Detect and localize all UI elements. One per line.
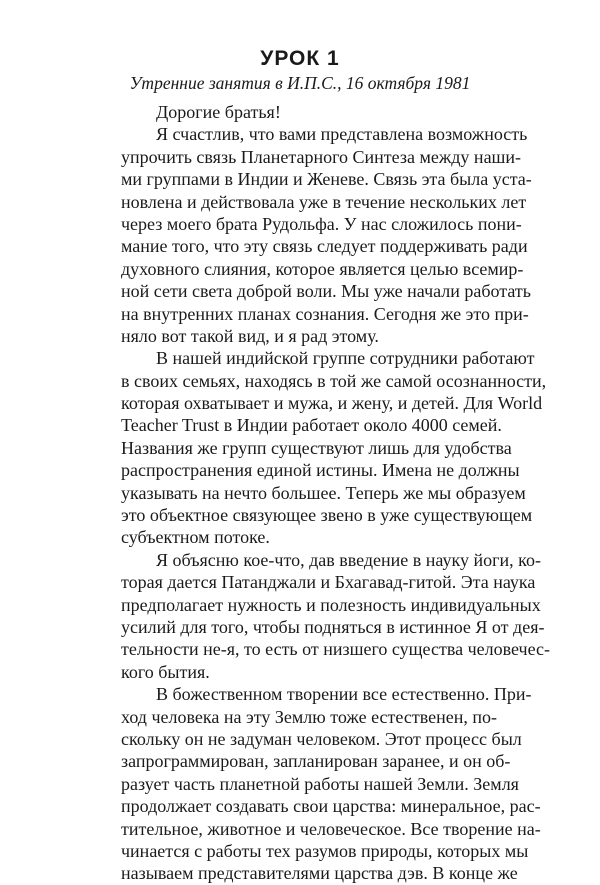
text-line: ход человека на эту Землю тоже естественен, по-	[121, 706, 497, 727]
text-line: разует часть планетной работы нашей Земли. Земля	[121, 773, 519, 794]
text-line: торая дается Патанджали и Бхагавад-гитой. Эта наука	[121, 572, 536, 593]
text-line: чинается с работы тех разумов природы, которых мы	[121, 840, 529, 861]
text-line: называем представителями царства дэв. В конце же	[121, 863, 518, 884]
text-line: Я счастлив, что вами представлена возможность	[156, 124, 528, 145]
text-line: В нашей индийской группе сотрудники работают	[156, 348, 535, 369]
text-line: Teacher Trust в Индии работает около 4000 семей.	[121, 415, 502, 436]
text-line: субъектном потоке.	[121, 527, 270, 548]
lesson-title: УРОК 1	[260, 47, 340, 70]
text-line: распространения единой истины. Имена не должны	[121, 460, 520, 481]
text-line: Названия же групп существуют лишь для удобства	[121, 437, 512, 458]
text-line: ми группами в Индии и Женеве. Связь эта была уста-	[121, 169, 532, 190]
text-line: на внутренних планах сознания. Сегодня же это при-	[121, 303, 529, 324]
text-line: упрочить связь Планетарного Синтеза между наши-	[121, 146, 522, 167]
text-line: В божественном творении все естественно. При-	[156, 684, 532, 705]
text-line: новлена и действовала уже в течение нескольких лет	[121, 191, 527, 212]
text-line: это объектное связующее звено в уже существующем	[121, 505, 533, 526]
text-line: запрограммирован, запланирован заранее, и он об-	[121, 751, 511, 772]
text-line: скольку он не задуман человеком. Этот процесс был	[121, 728, 522, 749]
text-line: Дорогие братья!	[156, 102, 281, 122]
text-line: в своих семьях, находясь в той же самой осознанности,	[121, 370, 547, 391]
text-line: Я объясню кое-что, дав введение в науку йоги, ко-	[156, 549, 541, 570]
text-line: ной сети света доброй воли. Мы уже начали работать	[121, 281, 531, 302]
text-line: мание того, что эту связь следует поддерживать ради	[121, 236, 528, 257]
text-line: тельности не-я, то есть от низшего существа человечес-	[121, 639, 551, 660]
text-line: продолжает создавать свои царства: минеральное, рас-	[121, 796, 541, 817]
body-text	[121, 101, 551, 885]
text-line: няло вот такой вид, и я рад этому.	[121, 325, 379, 346]
lesson-subtitle: Утренние занятия в И.П.С., 16 октября 1981	[129, 73, 471, 93]
text-line: предполагает нужность и полезность индивидуальных	[121, 594, 541, 615]
text-line: которая охватывает и мужа, и жену, и детей. Для World	[121, 393, 543, 414]
text-line: тительное, животное и человеческое. Все творение на-	[121, 818, 541, 839]
text-line: кого бытия.	[121, 661, 210, 682]
text-line: указывать на нечто большее. Теперь же мы образуем	[121, 482, 526, 503]
text-line: усилий для того, чтобы подняться в истинное Я от дея-	[121, 616, 545, 637]
text-line: через моего брата Рудольфа. У нас сложилось пони-	[121, 213, 522, 234]
text-line: духовного слияния, которое является целью всемир-	[121, 258, 524, 279]
